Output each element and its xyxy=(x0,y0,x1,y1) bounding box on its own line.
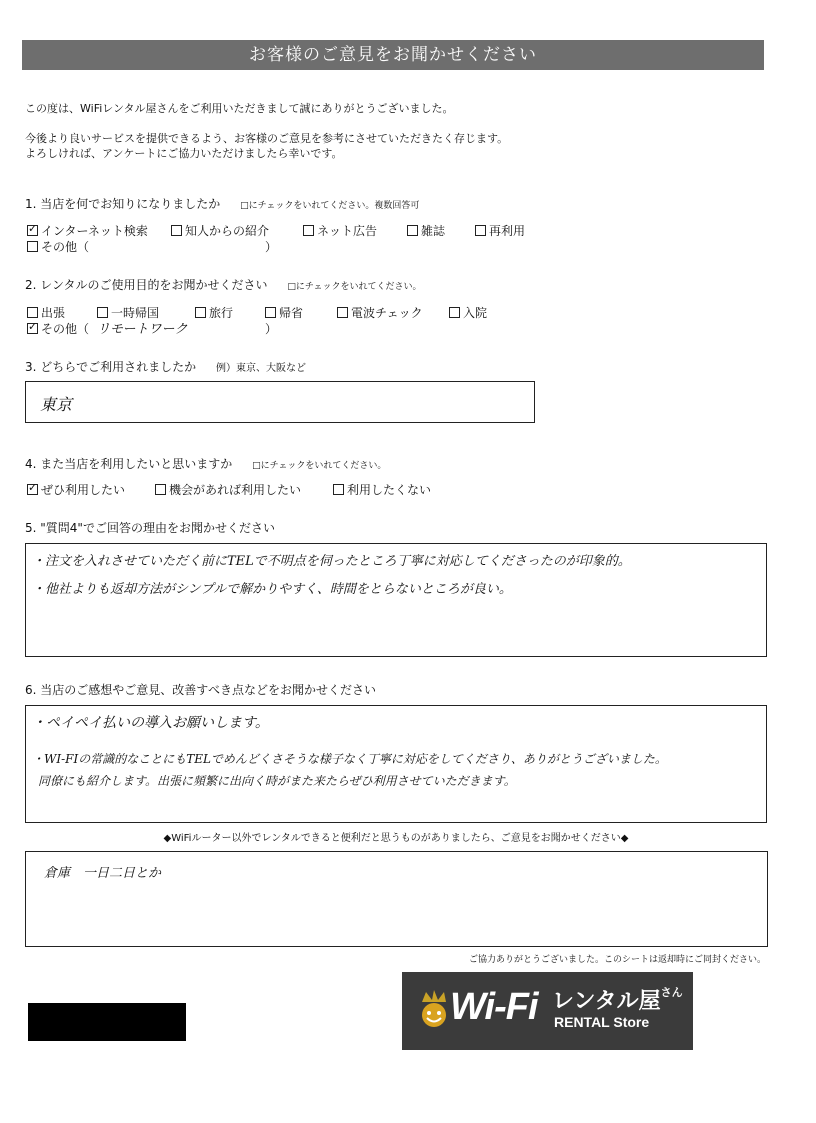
question-4-options xyxy=(27,479,431,498)
option-internet-search[interactable]: ✓インターネット検索 xyxy=(27,222,171,239)
question-4 xyxy=(25,455,386,472)
checkbox-icon[interactable] xyxy=(449,307,460,318)
question-4-note: □にチェックをいれてください。 xyxy=(252,461,387,471)
question-1-other[interactable]: その他（ ） xyxy=(27,236,277,255)
question-6-label: 6. 当店のご感想やご意見、改善すべき点などをお聞かせください xyxy=(25,683,377,697)
checkbox-icon[interactable] xyxy=(171,225,182,236)
handwritten-other-answer: リモートワーク xyxy=(97,322,188,337)
handwritten-answer-6-line-3: 同僚にも紹介します。出張に頻繁に出向く時がまた来たらぜひ利用させていただきます。 xyxy=(38,774,516,788)
checkbox-icon[interactable] xyxy=(475,225,486,236)
redacted-block xyxy=(28,1003,186,1041)
question-2 xyxy=(25,276,422,293)
question-2-other[interactable]: ✓その他（ リモートワーク ） xyxy=(27,318,277,337)
checkbox-checked-icon[interactable] xyxy=(27,225,38,236)
option-business-trip[interactable]: 出張 xyxy=(27,304,97,321)
brand-logo xyxy=(402,972,693,1050)
question-1-note: □にチェックをいれてください。複数回答可 xyxy=(240,201,420,211)
option-magazine[interactable]: 雑誌 xyxy=(407,222,475,239)
question-4-label: 4. また当店を利用したいと思いますか xyxy=(25,457,233,471)
checkbox-icon[interactable] xyxy=(97,307,108,318)
footer-thanks: ご協力ありがとうございました。このシートは返却時にご同封ください。 xyxy=(468,955,766,965)
checkbox-icon[interactable] xyxy=(303,225,314,236)
option-travel[interactable]: 旅行 xyxy=(195,304,265,321)
handwritten-answer-5-line-2: ・他社よりも返却方法がシンプルで解かりやすく、時間をとらないところが良い。 xyxy=(32,582,512,597)
checkbox-icon[interactable] xyxy=(195,307,206,318)
handwritten-answer-5-line-1: ・注文を入れさせていただく前にTELで不明点を伺ったところ丁寧に対応してくださったのが印象的。 xyxy=(32,554,631,569)
option-temporary-return[interactable]: 一時帰国 xyxy=(97,304,195,321)
checkbox-icon[interactable] xyxy=(27,307,38,318)
handwritten-answer-3: 東京 xyxy=(40,395,73,414)
handwritten-answer-6-line-2: ・WI-FIの常識的なことにもTELでめんどくさそうな様子なく丁寧に対応をしてくださり、ありがとうございました。 xyxy=(32,752,667,766)
intro-line-2: 今後より良いサービスを提供できるよう、お客様のご意見を参考にさせていただきたく存じます。 xyxy=(25,132,509,145)
answer-box-7[interactable] xyxy=(25,851,768,947)
mascot-icon xyxy=(416,988,452,1028)
question-3 xyxy=(25,358,306,375)
checkbox-checked-icon[interactable] xyxy=(27,484,38,495)
checkbox-icon[interactable] xyxy=(265,307,276,318)
question-1-label: 1. 当店を何でお知りになりましたか xyxy=(25,197,221,211)
answer-box-6[interactable] xyxy=(25,705,767,823)
option-homecoming[interactable]: 帰省 xyxy=(265,304,337,321)
intro-line-1: この度は、WiFiレンタル屋さんをご利用いただきまして誠にありがとうございました。 xyxy=(25,102,454,115)
checkbox-icon[interactable] xyxy=(337,307,348,318)
option-hospital[interactable]: 入院 xyxy=(449,304,487,321)
question-2-note: □にチェックをいれてください。 xyxy=(287,282,422,292)
answer-box-5[interactable] xyxy=(25,543,767,657)
option-definitely[interactable]: ✓ぜひ利用したい xyxy=(27,481,155,498)
option-if-chance[interactable]: 機会があれば利用したい xyxy=(155,481,333,498)
intro-line-3: よろしければ、アンケートにご協力いただけましたら幸いです。 xyxy=(25,147,343,160)
option-acquaintance[interactable]: 知人からの紹介 xyxy=(171,222,303,239)
question-3-note: 例）東京、大阪など xyxy=(215,363,306,374)
question-5-label: 5. "質問4"でご回答の理由をお聞かせください xyxy=(25,521,275,535)
question-3-label: 3. どちらでご利用されましたか xyxy=(25,360,197,374)
checkbox-checked-icon[interactable] xyxy=(27,323,38,334)
option-net-ad[interactable]: ネット広告 xyxy=(303,222,407,239)
handwritten-answer-6-line-1: ・ペイペイ払いの導入お願いします。 xyxy=(32,715,269,731)
answer-box-3[interactable] xyxy=(25,381,535,423)
logo-jp-text: レンタル屋$^{さん}$ xyxy=(552,986,683,1014)
question-2-label: 2. レンタルのご使用目的をお聞かせください xyxy=(25,278,268,292)
logo-wifi-text: Wi-Fi xyxy=(450,986,538,1028)
question-7-label: ◆WiFiルーター以外でレンタルできると便利だと思うものがありましたら、ご意見をお聞かせください◆ xyxy=(163,833,629,844)
checkbox-icon[interactable] xyxy=(155,484,166,495)
option-signal-check[interactable]: 電波チェック xyxy=(337,304,449,321)
checkbox-icon[interactable] xyxy=(333,484,344,495)
checkbox-icon[interactable] xyxy=(27,241,38,252)
logo-en-text: RENTAL Store xyxy=(554,1014,650,1030)
page-title: お客様のご意見をお聞かせください xyxy=(22,40,764,70)
checkbox-icon[interactable] xyxy=(407,225,418,236)
option-no[interactable]: 利用したくない xyxy=(333,481,431,498)
handwritten-answer-7: 倉庫 一日二日とか xyxy=(44,866,162,881)
question-1 xyxy=(25,195,419,212)
option-reuse[interactable]: 再利用 xyxy=(475,222,525,239)
